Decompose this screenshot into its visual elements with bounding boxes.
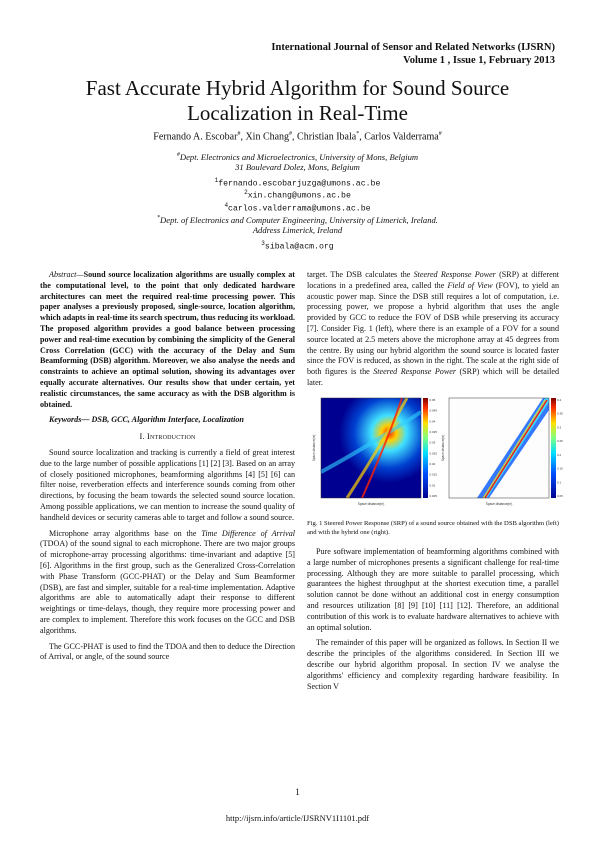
- emphasis: Time Difference of Arrival: [201, 528, 295, 538]
- right-paragraph-2: Pure software implementation of beamforming algorithms combined with a large number of microphones presents a significant challenge for real-time processing. Although they are more suitable to parallel processing, which guarantees the highest throughput at the shortest execution time, a parallel solution cannot be done without an additional cost in energy consumption and resources utilization [8] [9] [10] [11] [12]. Therefore, an additional contribution of this work is to evaluate hardware alternatives to achieve with an optimal solution.: [307, 547, 559, 632]
- title-line-2: Localization in Real-Time: [187, 101, 408, 125]
- abstract: [40, 270, 295, 410]
- right-paragraph-1: [307, 270, 559, 389]
- colorbar-tick-label: 0.15: [557, 466, 563, 471]
- abstract-label: Abstract—: [49, 270, 84, 279]
- affiliation-mark: *: [157, 215, 161, 221]
- email-mark: 2: [244, 189, 248, 196]
- intro-paragraph-3: The GCC-PHAT is used to find the TDOA and then to deduce the Direction of Arrival, or angle, of the sound source: [40, 641, 295, 662]
- affiliation-text: Dept. Electronics and Microelectronics, University of Mons, Belgium: [179, 151, 419, 162]
- colorbar-tick-label: 0.1: [557, 480, 562, 485]
- author-name: Christian Ibala: [297, 131, 357, 143]
- email-mark: 1: [214, 177, 219, 184]
- right-ylabel: Space distance(m): [441, 434, 445, 462]
- email-text: carlos.valderrama@umons.ac.be: [228, 204, 371, 214]
- affiliation-address: Address Limerick, Ireland: [252, 225, 343, 235]
- right-column-bottom: [307, 547, 559, 697]
- figure-caption: Fig. 1 Steered Power Response (SRP) of a sound source obtained with the DSB algorithm (left) and with the hybrid one (right).: [307, 520, 559, 536]
- right-xlabel: Space distance(m): [485, 502, 513, 506]
- left-ylabel: Space distance(m): [312, 434, 316, 462]
- colorbar-tick-label: 0.4: [557, 398, 562, 402]
- intro-paragraph-1: Sound source localization and tracking is currently a field of great interest due to the large number of possible applications [1] [2] [3]. Based on an array of closely positioned microphones, beamforming algorithms [4] [5] [6] can filter noise, reverberation effects and interference sounds coming from other directions, by focusing the beam towards the selected sound source location. Among possible applications, we can mention to increase the sound quality of handheld devices or security cameras able to target and follow a sound source.: [40, 447, 295, 522]
- colorbar-tick-label: 0.045: [429, 408, 438, 413]
- colorbar-tick-label: 0.01: [429, 483, 436, 488]
- text-run: (SRP) at different locations in a predefined area, called the: [307, 270, 559, 290]
- emphasis: Steered Response Power: [413, 270, 496, 279]
- section-heading: [40, 432, 295, 443]
- abstract-text: Sound source localization algorithms are usually complex at the computational level, to the point that only dedicated hardware architectures can meet the required real-time processing power. This paper analyses a previously proposed, single-source, location algorithm, which adapts in real-time its search spectrum, thus reducing its workload. The proposed algorithm provides a good balance between processing power and real-time execution by combining the simplicity of the General Cross Correlation (GCC) with the accuracy of the Delay and Sum Beamforming (DSB) algorithm. Moreover, we also analyse the needs and constraints to achieve an optimal solution, showing its advantages over equally accurate alternatives. Our results show that under certain, yet realistic circumstances, the same accuracy as with the DSB algorithm is obtained.: [40, 270, 295, 409]
- colorbar-tick-label: 0.03: [429, 440, 436, 445]
- affiliation-mons: [0, 150, 595, 163]
- affiliation-address: 31 Boulevard Dolez, Mons, Belgium: [235, 162, 360, 172]
- left-colorbar: [423, 398, 428, 498]
- title-line-1: Fast Accurate Hybrid Algorithm for Sound Source: [85, 76, 510, 100]
- colorbar-tick-label: 0.05: [557, 494, 563, 498]
- colorbar-tick-label: 0.04: [429, 419, 436, 424]
- author-name: Xin Chang: [245, 131, 290, 143]
- footer-url: http://ijsrn.info/article/IJSRNV1I1101.pdf: [225, 813, 370, 823]
- colorbar-tick-label: 0.25: [557, 439, 563, 444]
- right-plot-panel: [449, 398, 563, 498]
- author-name: Fernando A. Escobar: [153, 131, 238, 143]
- right-column-top: [307, 270, 559, 394]
- email-text: sibala@acm.org: [264, 242, 334, 252]
- affiliation-text: Dept. of Electronics and Computer Engineering, University of Limerick, Ireland.: [160, 214, 438, 225]
- paper-title: [20, 76, 575, 126]
- intro-paragraph-2: [40, 529, 295, 637]
- text-run: target. The DSB calculates the: [307, 270, 414, 279]
- left-plot-panel: [321, 398, 437, 498]
- text-run: (TDOA) of the sound signal to each microphone. There are two major groups of microphone-array processing algorithms: time-invariant and adaptive [5] [6]. Algorithms in the first group, such as the Generalized Cross-Correlation with Phase Transform (GCC-PHAT) or the Delay and Sum Beamformer (DSB), are fast and simpler, suitable for a real-time implementation. Adaptive algorithms are able to automatically adapt their response to different weightings or time-delays, though, they require more processing power and are complex to implement. Therefore this work focuses on the GCC and DSB algorithms.: [40, 539, 295, 635]
- journal-volume: Volume 1 , Issue 1, February 2013: [403, 55, 555, 66]
- journal-name: International Journal of Sensor and Related Networks (IJSRN): [271, 42, 555, 53]
- text-run: Microphone array algorithms base on the: [49, 528, 202, 538]
- author-mark: #: [289, 131, 293, 137]
- colorbar-tick-label: 0.35: [557, 411, 563, 416]
- colorbar-tick-label: 0.005: [429, 494, 438, 498]
- author-mark: #: [237, 131, 241, 137]
- email-text: xin.chang@umons.ac.be: [247, 191, 351, 201]
- affiliation-mark: #: [176, 152, 180, 158]
- author-list: Fernando A. Escobar#, Xin Chang#, Christian Ibala*, Carlos Valderrama#: [153, 131, 442, 143]
- emphasis: Steered Response Power: [373, 367, 456, 377]
- left-heatmap: [321, 398, 421, 498]
- text-run: (FOV), to yield an acoustic power map. Since the DSB still requires a lot of computation, i.e. processing power, we propose a hybrid algorithm that uses the angle provided by GCC to reduce the FOV of DSB while preserving its accuracy [7]. Consider Fig. 1 (left), where there is an example of a FOV for a sound source located at 2.5 meters above the microphone array at 45 degrees from the centre. By using our hybrid algorithm the sound source is located faster since the FOV is reduced, as shown in the right. The scale at the right side of both figures is the: [307, 280, 559, 377]
- email-mark: 4: [224, 202, 229, 209]
- email-mark: 3: [261, 240, 265, 247]
- section-number: I.: [139, 432, 145, 442]
- figure-1: [307, 392, 563, 522]
- author-mark: *: [356, 131, 360, 137]
- right-paragraph-3: The remainder of this paper will be organized as follows. In Section II we describe the principles of the algorithms considered. In Section III we describe our hybrid algorithm proposal. In section IV we analyse the algorithms' efficiency and complexity regarding hardware feasibility. In Section V: [307, 638, 559, 691]
- colorbar-tick-label: 0.05: [429, 398, 436, 402]
- author-mark: #: [438, 131, 442, 137]
- affiliation-limerick: [0, 213, 595, 226]
- left-xlabel: Space distance(m): [357, 502, 385, 506]
- text-run: (SRP) which will be detailed later.: [307, 367, 559, 387]
- colorbar-tick-label: 0.025: [429, 451, 438, 456]
- right-colorbar: [551, 398, 556, 498]
- email-text: fernando.escobarjuzga@umons.ac.be: [218, 179, 381, 189]
- section-title: Introduction: [147, 432, 196, 442]
- keywords: Keywords— DSB, GCC, Algorithm Interface, Localization: [49, 415, 244, 425]
- emphasis: Field of View: [447, 280, 493, 290]
- colorbar-tick-label: 0.3: [557, 425, 562, 430]
- colorbar-tick-label: 0.015: [429, 472, 438, 477]
- colorbar-tick-label: 0.02: [429, 462, 436, 466]
- page-number: 1: [295, 787, 300, 797]
- email-3: [0, 238, 595, 253]
- colorbar-tick-label: 0.035: [429, 430, 438, 434]
- author-name: Carlos Valderrama: [364, 131, 439, 143]
- colorbar-tick-label: 0.2: [557, 452, 562, 457]
- left-column: [40, 270, 295, 668]
